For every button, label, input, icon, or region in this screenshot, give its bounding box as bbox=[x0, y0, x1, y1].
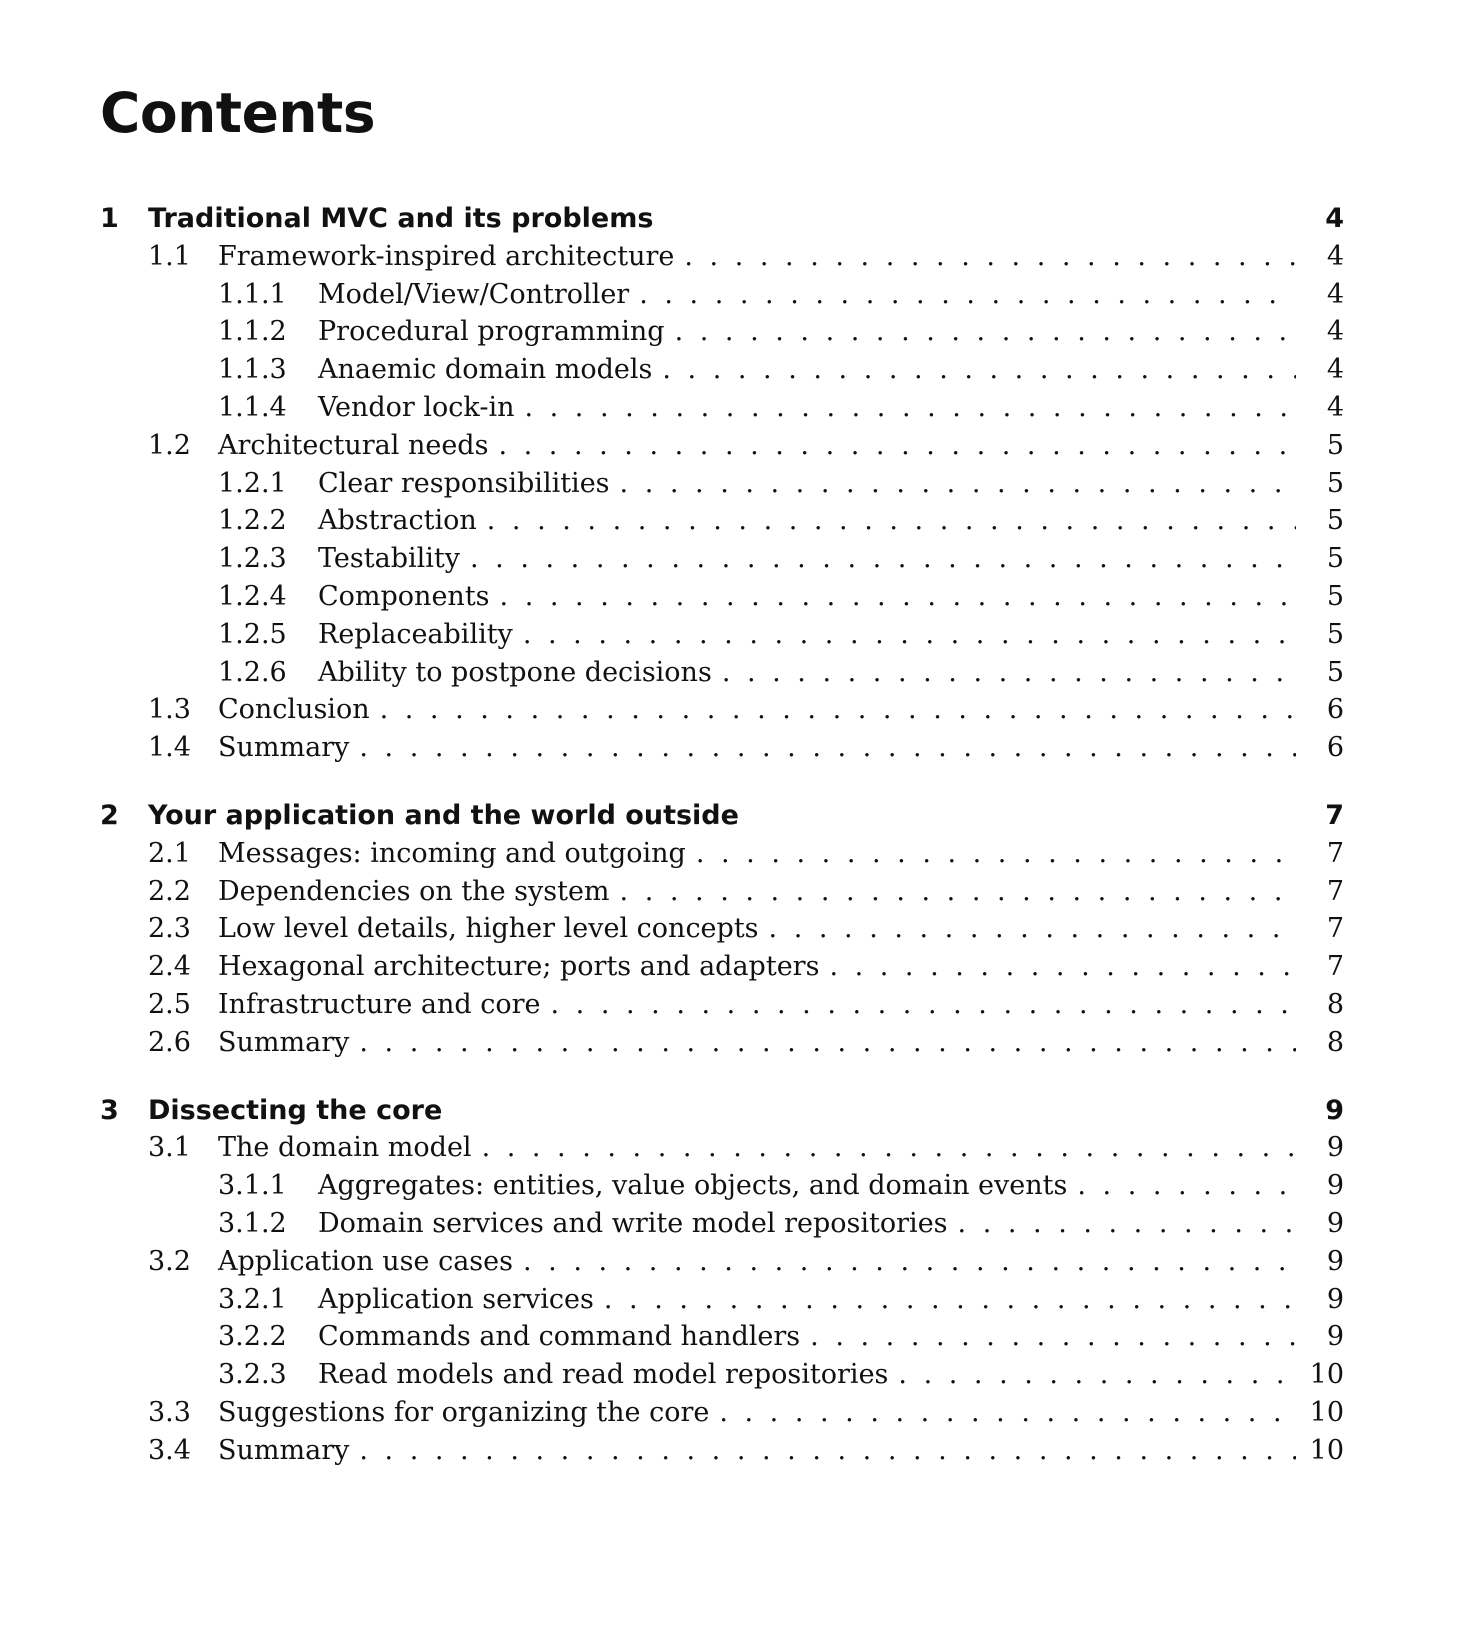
toc-entry-page-number[interactable]: 10 bbox=[1309, 1359, 1344, 1391]
toc-chapter-entry[interactable] bbox=[100, 203, 1344, 241]
toc-dot-leader bbox=[696, 838, 1296, 869]
toc-entry-number: 1 bbox=[100, 203, 119, 234]
toc-entry-title[interactable]: Clear responsibilities bbox=[318, 467, 610, 499]
toc-subsection-entry[interactable] bbox=[100, 354, 1344, 392]
toc-entry-page-number[interactable]: 8 bbox=[1326, 989, 1344, 1020]
toc-entry-number: 3.1 bbox=[148, 1132, 191, 1164]
toc-subsection-entry[interactable] bbox=[100, 1284, 1344, 1322]
toc-subsection-entry[interactable] bbox=[100, 619, 1344, 657]
toc-entry-number: 1.1.4 bbox=[218, 392, 287, 423]
toc-section-entry[interactable] bbox=[100, 241, 1344, 279]
toc-dot-leader bbox=[684, 241, 1296, 272]
toc-entry-page-number[interactable]: 7 bbox=[1326, 837, 1344, 869]
toc-entry-page-number[interactable]: 4 bbox=[1326, 354, 1344, 386]
toc-dot-leader bbox=[359, 732, 1296, 763]
toc-entry-title[interactable]: Low level details, higher level concepts bbox=[218, 913, 759, 945]
toc-entry-title[interactable]: Commands and command handlers bbox=[318, 1321, 801, 1353]
toc-entry-title[interactable]: Summary bbox=[218, 1434, 350, 1466]
toc-dot-leader bbox=[675, 316, 1296, 347]
toc-entry-number: 1.4 bbox=[148, 732, 191, 764]
toc-dot-leader bbox=[500, 581, 1296, 612]
toc-dot-leader bbox=[498, 430, 1296, 461]
toc-dot-leader bbox=[470, 543, 1296, 574]
toc-entry-page-number[interactable]: 4 bbox=[1325, 203, 1344, 234]
toc-entry-title[interactable]: Your application and the world outside bbox=[148, 800, 739, 831]
toc-subsection-entry[interactable] bbox=[100, 392, 1344, 430]
toc-entry-page-number[interactable]: 7 bbox=[1326, 875, 1344, 907]
toc-entry-title[interactable]: Application use cases bbox=[218, 1245, 513, 1277]
toc-section-entry[interactable] bbox=[100, 694, 1344, 732]
toc-entry-title[interactable]: Testability bbox=[318, 543, 460, 575]
toc-entry-title[interactable]: Architectural needs bbox=[218, 429, 489, 461]
toc-entry-title[interactable]: Components bbox=[318, 581, 490, 612]
toc-entry-page-number[interactable]: 9 bbox=[1326, 1208, 1344, 1239]
toc-section-entry[interactable] bbox=[100, 1132, 1344, 1170]
toc-chapter-entry[interactable] bbox=[100, 800, 1344, 838]
toc-section-entry[interactable] bbox=[100, 1027, 1344, 1065]
toc-entry-page-number[interactable]: 9 bbox=[1326, 1245, 1344, 1277]
toc-entry-page-number[interactable]: 10 bbox=[1309, 1434, 1344, 1466]
toc-dot-leader bbox=[620, 876, 1296, 907]
toc-entry-number: 2.3 bbox=[148, 913, 191, 945]
toc-subsection-entry[interactable] bbox=[100, 1208, 1344, 1246]
toc-entry-number: 1.2.2 bbox=[218, 505, 287, 537]
toc-entry-title[interactable]: The domain model bbox=[218, 1132, 472, 1164]
toc-entry-number: 1.2.6 bbox=[218, 656, 287, 688]
toc-dot-leader bbox=[639, 279, 1296, 310]
toc-dot-leader bbox=[359, 1027, 1296, 1058]
toc-entry-page-number[interactable]: 4 bbox=[1326, 240, 1344, 272]
toc-dot-leader bbox=[482, 1132, 1296, 1163]
toc-entry-number: 2.2 bbox=[148, 875, 191, 907]
table-of-contents bbox=[100, 0, 1344, 1628]
toc-entry-number: 3.3 bbox=[148, 1397, 191, 1428]
toc-section-entry[interactable] bbox=[100, 1397, 1344, 1435]
toc-entry-number: 2.4 bbox=[148, 951, 191, 983]
toc-entry-title[interactable]: Traditional MVC and its problems bbox=[148, 203, 654, 234]
toc-entry-number: 2.1 bbox=[148, 837, 191, 869]
toc-entry-page-number[interactable]: 7 bbox=[1326, 951, 1344, 983]
toc-subsection-entry[interactable] bbox=[100, 581, 1344, 619]
toc-section-entry[interactable] bbox=[100, 876, 1344, 914]
toc-entry-number: 1.3 bbox=[148, 694, 191, 726]
toc-dot-leader bbox=[769, 913, 1296, 944]
toc-entry-page-number[interactable]: 4 bbox=[1326, 278, 1344, 310]
toc-dot-leader bbox=[523, 619, 1296, 650]
toc-entry-number: 2.6 bbox=[148, 1026, 191, 1058]
toc-subsection-entry[interactable] bbox=[100, 1170, 1344, 1208]
toc-subsection-entry[interactable] bbox=[100, 543, 1344, 581]
toc-entry-page-number[interactable]: 9 bbox=[1325, 1094, 1344, 1126]
toc-dot-leader bbox=[380, 694, 1296, 725]
toc-entry-title[interactable]: Model/View/Controller bbox=[318, 278, 630, 310]
toc-entry-number: 1.1.2 bbox=[218, 316, 287, 348]
toc-dot-leader bbox=[719, 1397, 1295, 1428]
toc-entry-title[interactable]: Domain services and write model repositories bbox=[318, 1208, 948, 1239]
toc-entry-page-number[interactable]: 10 bbox=[1309, 1397, 1344, 1428]
toc-entry-number: 2 bbox=[100, 800, 119, 831]
toc-entry-title[interactable]: Hexagonal architecture; ports and adapters bbox=[218, 951, 820, 983]
toc-entry-page-number[interactable]: 7 bbox=[1325, 800, 1344, 831]
toc-dot-leader bbox=[898, 1359, 1295, 1390]
toc-entry-number: 3.2.1 bbox=[218, 1283, 287, 1315]
toc-entry-number: 1.1 bbox=[148, 240, 191, 272]
toc-entry-page-number[interactable]: 5 bbox=[1326, 618, 1344, 650]
toc-entry-title[interactable]: Vendor lock-in bbox=[318, 392, 515, 423]
toc-entry-page-number[interactable]: 4 bbox=[1326, 392, 1344, 423]
toc-entry-page-number[interactable]: 5 bbox=[1326, 505, 1344, 537]
toc-entry-number: 3 bbox=[100, 1094, 119, 1126]
toc-entry-page-number[interactable]: 9 bbox=[1326, 1283, 1344, 1315]
toc-section-entry[interactable] bbox=[100, 732, 1344, 770]
toc-entry-page-number[interactable]: 5 bbox=[1326, 543, 1344, 575]
toc-entry-number: 1.1.1 bbox=[218, 278, 287, 310]
toc-entry-page-number[interactable]: 7 bbox=[1326, 913, 1344, 945]
toc-entry-page-number[interactable]: 5 bbox=[1326, 581, 1344, 612]
toc-entry-title[interactable]: Procedural programming bbox=[318, 316, 665, 348]
toc-entry-number: 1.2.3 bbox=[218, 543, 287, 575]
toc-entry-title[interactable]: Application services bbox=[318, 1283, 594, 1315]
toc-entry-number: 1.2.4 bbox=[218, 581, 287, 612]
toc-dot-leader bbox=[551, 989, 1297, 1020]
toc-entry-title[interactable]: Ability to postpone decisions bbox=[318, 656, 712, 688]
toc-entry-page-number[interactable]: 6 bbox=[1326, 694, 1344, 726]
toc-subsection-entry[interactable] bbox=[100, 279, 1344, 317]
toc-section-entry[interactable] bbox=[100, 951, 1344, 989]
toc-chapter-entry[interactable] bbox=[100, 1095, 1344, 1133]
toc-entry-title[interactable]: Abstraction bbox=[318, 505, 477, 537]
toc-dot-leader bbox=[662, 354, 1296, 385]
page-title: Contents bbox=[100, 81, 376, 145]
toc-entry-number: 1.2.1 bbox=[218, 467, 287, 499]
toc-subsection-entry[interactable] bbox=[100, 468, 1344, 506]
toc-entry-page-number[interactable]: 4 bbox=[1326, 316, 1344, 348]
toc-entry-title[interactable]: Messages: incoming and outgoing bbox=[218, 837, 686, 869]
toc-entry-number: 3.4 bbox=[148, 1434, 191, 1466]
toc-entry-title[interactable]: Suggestions for organizing the core bbox=[218, 1397, 710, 1428]
toc-entry-number: 3.1.1 bbox=[218, 1170, 287, 1202]
toc-entry-title[interactable]: Conclusion bbox=[218, 694, 370, 726]
toc-entry-title[interactable]: Infrastructure and core bbox=[218, 989, 541, 1020]
toc-dot-leader bbox=[810, 1321, 1296, 1352]
toc-dot-leader bbox=[523, 1246, 1296, 1277]
toc-subsection-entry[interactable] bbox=[100, 1359, 1344, 1397]
toc-entry-number: 1.2 bbox=[148, 429, 191, 461]
toc-dot-leader bbox=[604, 1284, 1296, 1315]
toc-entry-number: 3.1.2 bbox=[218, 1208, 287, 1239]
toc-entry-title[interactable]: Replaceability bbox=[318, 618, 513, 650]
toc-entry-number: 3.2.2 bbox=[218, 1321, 287, 1353]
toc-dot-leader bbox=[359, 1435, 1295, 1466]
toc-subsection-entry[interactable] bbox=[100, 316, 1344, 354]
toc-entry-page-number[interactable]: 6 bbox=[1326, 732, 1344, 764]
toc-entry-title[interactable]: Dependencies on the system bbox=[218, 875, 610, 907]
toc-entry-title[interactable]: Summary bbox=[218, 1026, 350, 1058]
toc-entry-title[interactable]: Dissecting the core bbox=[148, 1094, 443, 1126]
toc-subsection-entry[interactable] bbox=[100, 1321, 1344, 1359]
toc-dot-leader bbox=[722, 657, 1296, 688]
toc-section-entry[interactable] bbox=[100, 913, 1344, 951]
toc-dot-leader bbox=[958, 1208, 1296, 1239]
toc-section-entry[interactable] bbox=[100, 1435, 1344, 1473]
toc-entry-title[interactable]: Framework-inspired architecture bbox=[218, 240, 675, 272]
toc-dot-leader bbox=[1077, 1170, 1296, 1201]
toc-entry-page-number[interactable]: 9 bbox=[1326, 1170, 1344, 1202]
toc-entry-number: 2.5 bbox=[148, 989, 191, 1020]
toc-section-entry[interactable] bbox=[100, 430, 1344, 468]
toc-section-entry[interactable] bbox=[100, 838, 1344, 876]
toc-entry-title[interactable]: Read models and read model repositories bbox=[318, 1359, 889, 1391]
toc-entry-number: 3.2 bbox=[148, 1245, 191, 1277]
toc-dot-leader bbox=[524, 392, 1296, 423]
toc-subsection-entry[interactable] bbox=[100, 657, 1344, 695]
toc-entry-page-number[interactable]: 9 bbox=[1326, 1321, 1344, 1353]
toc-entry-page-number[interactable]: 5 bbox=[1326, 429, 1344, 461]
toc-subsection-entry[interactable] bbox=[100, 505, 1344, 543]
toc-entry-title[interactable]: Aggregates: entities, value objects, and domain events bbox=[318, 1170, 1068, 1202]
toc-entry-number: 3.2.3 bbox=[218, 1359, 287, 1391]
toc-entry-number: 1.1.3 bbox=[218, 354, 287, 386]
toc-section-entry[interactable] bbox=[100, 989, 1344, 1027]
toc-entry-page-number[interactable]: 9 bbox=[1326, 1132, 1344, 1164]
toc-section-entry[interactable] bbox=[100, 1246, 1344, 1284]
toc-entry-page-number[interactable]: 5 bbox=[1326, 656, 1344, 688]
toc-entry-title[interactable]: Summary bbox=[218, 732, 350, 764]
toc-entry-number: 1.2.5 bbox=[218, 618, 287, 650]
toc-dot-leader bbox=[829, 951, 1296, 982]
toc-entry-page-number[interactable]: 8 bbox=[1326, 1026, 1344, 1058]
toc-entry-page-number[interactable]: 5 bbox=[1326, 467, 1344, 499]
toc-dot-leader bbox=[487, 505, 1296, 536]
toc-dot-leader bbox=[620, 468, 1296, 499]
toc-entry-title[interactable]: Anaemic domain models bbox=[318, 354, 653, 386]
